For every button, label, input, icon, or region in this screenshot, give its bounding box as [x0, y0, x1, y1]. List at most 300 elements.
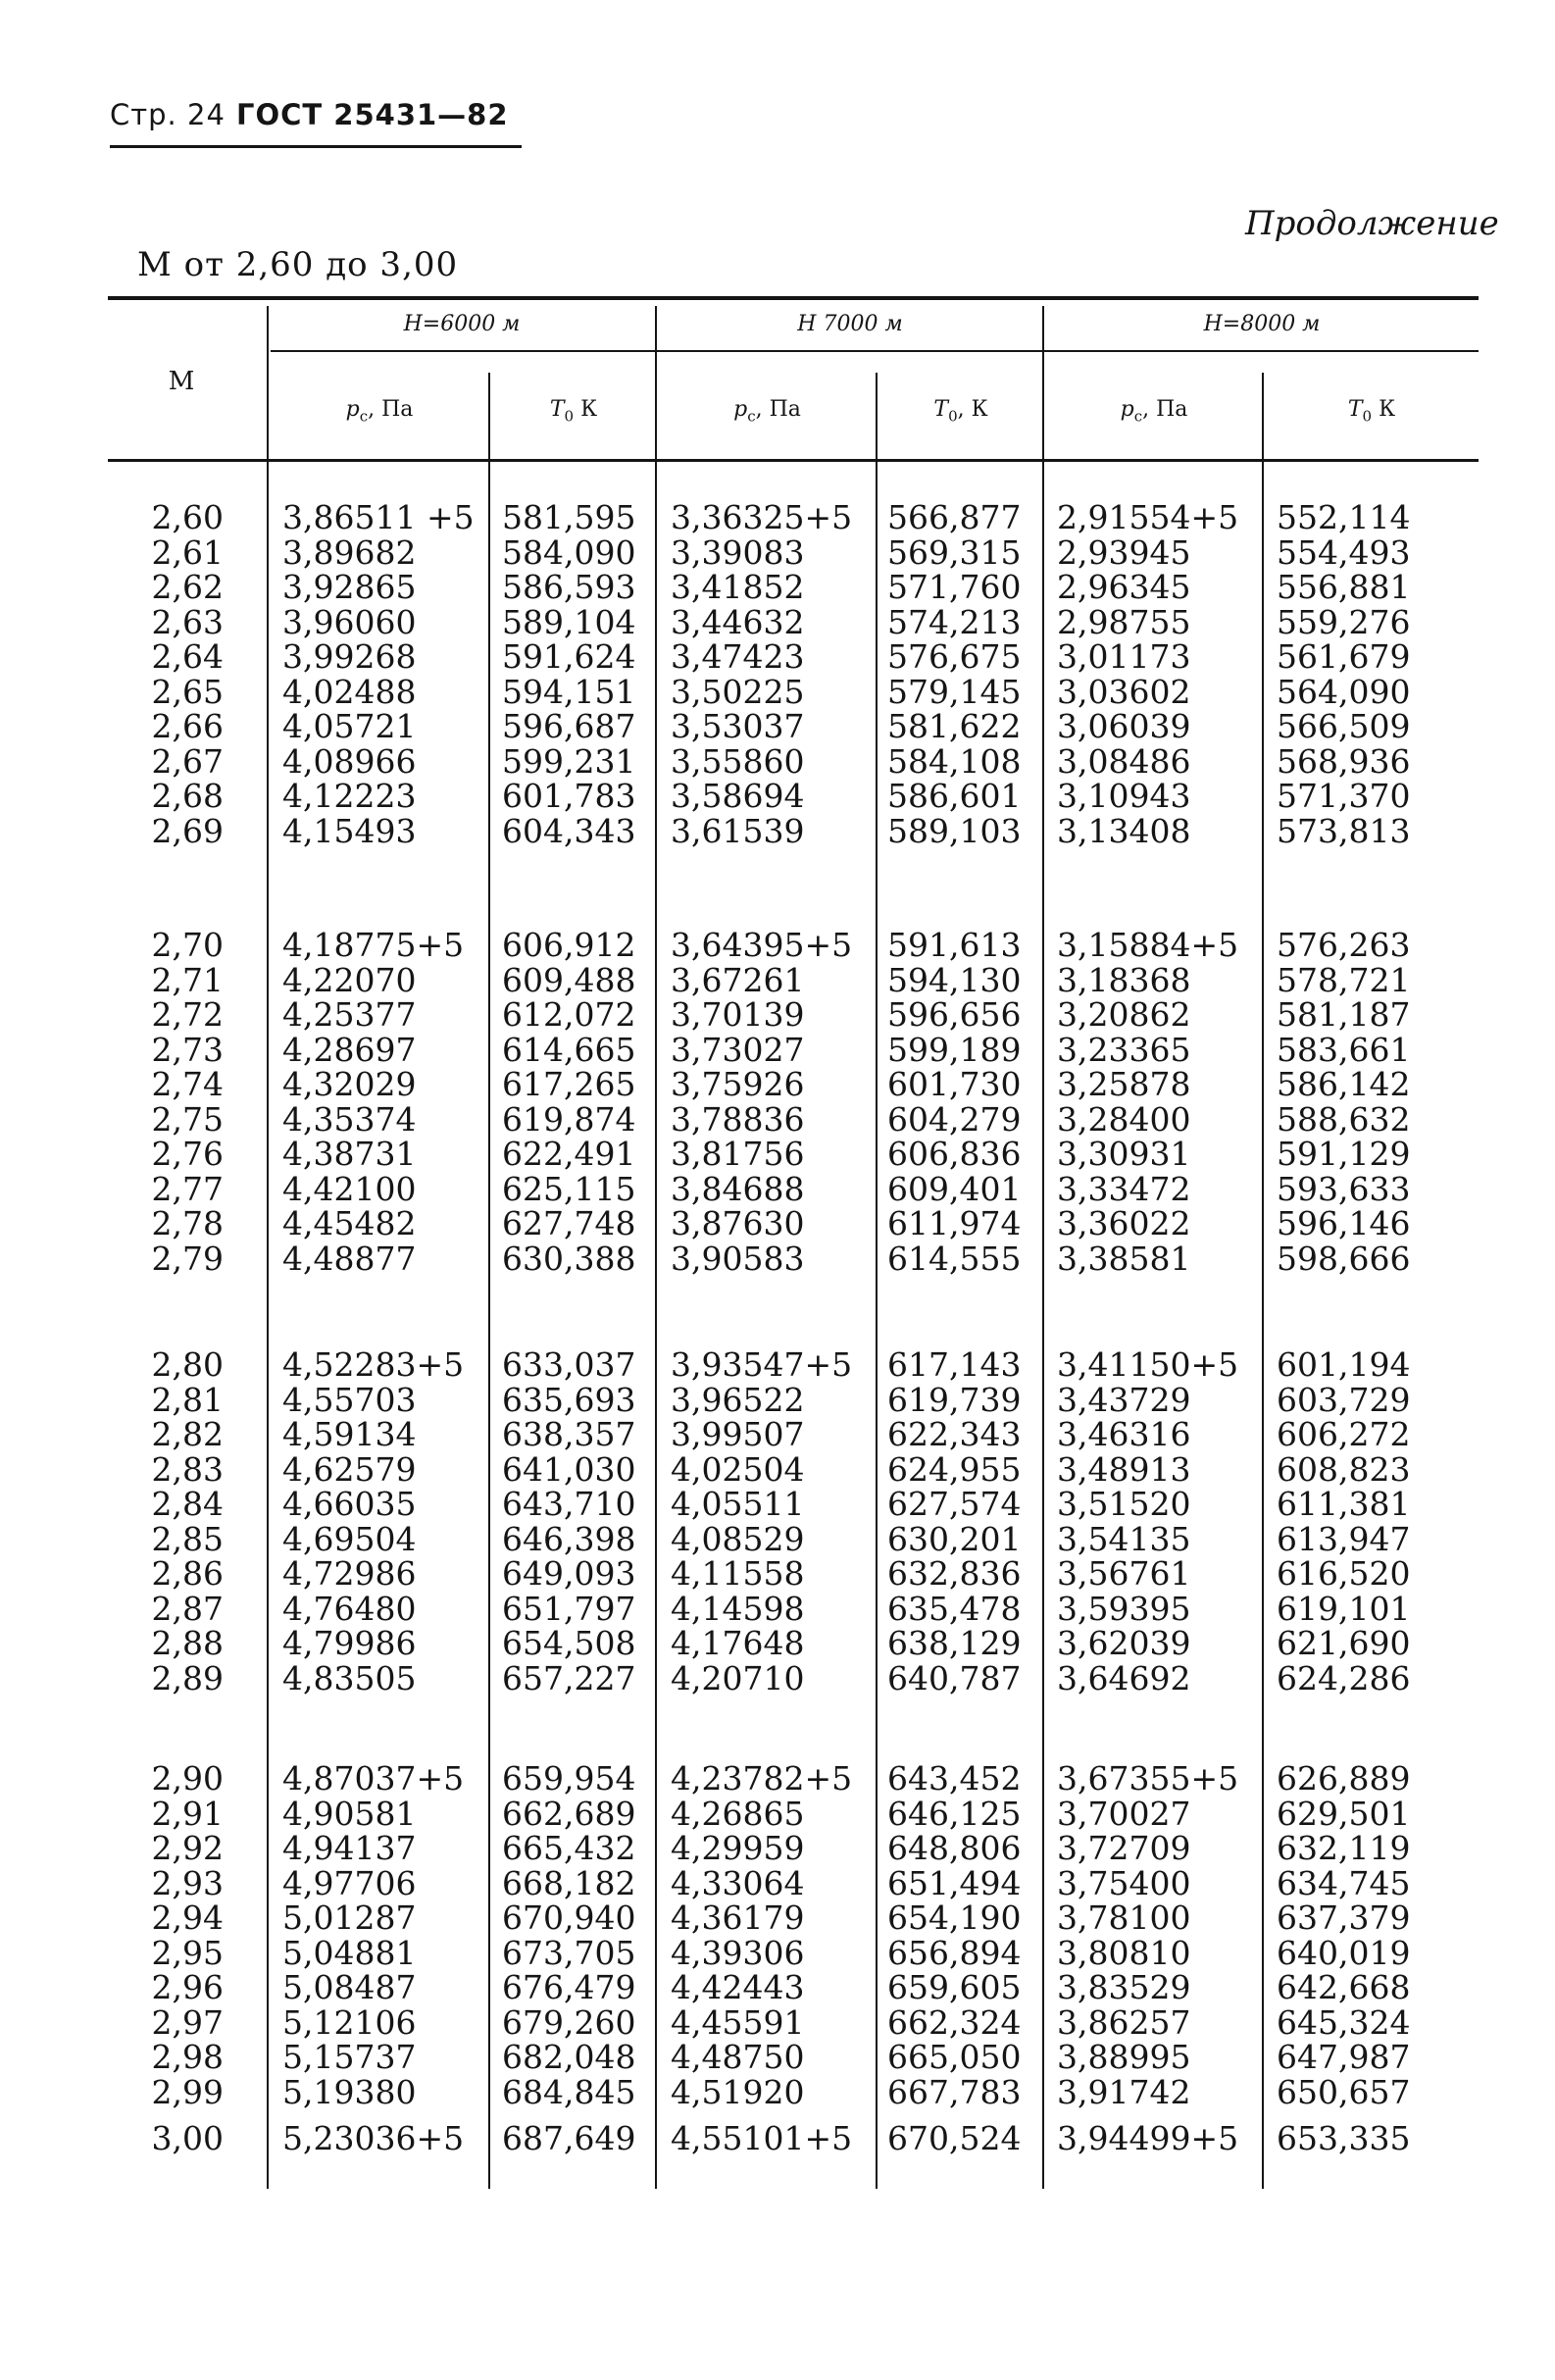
temp-7000-cell: 667,783	[887, 2072, 1022, 2111]
temp-7000-cell: 646,125	[887, 1794, 1022, 1833]
pressure-7000-cell: 3,70139	[671, 995, 805, 1034]
pressure-7000-cell: 4,29959	[671, 1829, 805, 1867]
pressure-6000-cell: 5,08487	[282, 1968, 417, 2006]
temp-8000-cell: 629,501	[1277, 1794, 1411, 1833]
m-value-cell: 2,64	[151, 637, 224, 676]
m-value-cell: 2,75	[151, 1099, 224, 1139]
pressure-6000-cell: 4,35374	[282, 1099, 417, 1139]
pressure-8000-cell: 3,33472	[1057, 1169, 1191, 1208]
pressure-8000-cell: 3,51520	[1057, 1485, 1191, 1523]
pressure-7000-cell: 3,96522	[671, 1380, 805, 1419]
pressure-6000-cell: 4,38731	[282, 1135, 417, 1173]
temp-6000-cell: 679,260	[502, 2002, 636, 2042]
pressure-6000-cell: 4,22070	[282, 960, 417, 999]
temp-8000-cell: 596,146	[1277, 1204, 1411, 1242]
pressure-8000-cell: 3,43729	[1057, 1380, 1191, 1419]
temp-7000-cell: 594,130	[887, 960, 1022, 999]
m-value-cell: 2,90	[151, 1759, 224, 1798]
m-value-cell: 2,98	[151, 2038, 224, 2076]
pressure-7000-cell: 4,05511	[671, 1485, 805, 1523]
pressure-6000-cell: 4,28697	[282, 1030, 417, 1069]
pressure-7000-cell: 4,45591	[671, 2002, 805, 2042]
m-value-cell: 2,63	[151, 602, 224, 641]
temp-8000-cell: 561,679	[1277, 637, 1411, 676]
temp-7000-cell: 619,739	[887, 1380, 1022, 1419]
pressure-7000-cell: 3,44632	[671, 602, 805, 641]
pressure-8000-cell: 3,08486	[1057, 741, 1191, 781]
temp-6000-cell: 591,624	[502, 637, 636, 676]
pressure-6000-cell: 3,86511 +5	[282, 498, 475, 536]
pressure-8000-cell: 2,91554+5	[1057, 498, 1239, 536]
temp-6000-cell: 606,912	[502, 926, 636, 964]
m-value-cell: 2,79	[151, 1239, 224, 1278]
pressure-7000-cell: 3,41852	[671, 568, 805, 606]
pressure-6000-cell: 4,02488	[282, 672, 417, 711]
subheader-rule	[271, 350, 1479, 352]
m-value-cell: 2,93	[151, 1863, 224, 1902]
temp-8000-cell: 611,381	[1277, 1485, 1411, 1523]
pressure-6000-cell: 4,69504	[282, 1519, 417, 1558]
temp-7000-cell: 665,050	[887, 2038, 1022, 2076]
temp-6000-cell: 617,265	[502, 1065, 636, 1103]
temp-6000-cell: 604,343	[502, 811, 636, 850]
pressure-header: $p_c$, Па	[1120, 397, 1188, 426]
temp-6000-cell: 601,783	[502, 777, 636, 815]
pressure-8000-cell: 3,67355+5	[1057, 1759, 1239, 1798]
pressure-8000-cell: 3,03602	[1057, 672, 1191, 711]
m-value-cell: 2,62	[151, 568, 224, 606]
pressure-7000-cell: 4,36179	[671, 1899, 805, 1937]
pressure-6000-cell: 4,25377	[282, 995, 417, 1034]
temp-7000-cell: 614,555	[887, 1239, 1022, 1278]
pressure-7000-cell: 4,20710	[671, 1658, 805, 1697]
pressure-6000-cell: 4,83505	[282, 1658, 417, 1697]
pressure-6000-cell: 4,76480	[282, 1589, 417, 1628]
pressure-7000-cell: 3,61539	[671, 811, 805, 850]
pressure-6000-cell: 4,08966	[282, 741, 417, 781]
temp-8000-cell: 581,187	[1277, 995, 1411, 1034]
temp-8000-cell: 559,276	[1277, 602, 1411, 641]
pressure-header: $p_c$, Па	[733, 397, 801, 426]
altitude-header: H=6000 м	[403, 312, 521, 336]
pressure-8000-cell: 3,72709	[1057, 1829, 1191, 1867]
pressure-6000-cell: 5,15737	[282, 2038, 417, 2076]
m-value-cell: 2,88	[151, 1624, 224, 1662]
m-value-cell: 2,76	[151, 1135, 224, 1173]
pressure-6000-cell: 4,97706	[282, 1863, 417, 1902]
temperature-header: $T_0$ К	[1347, 397, 1396, 426]
m-value-cell: 2,73	[151, 1030, 224, 1069]
temp-8000-cell: 591,129	[1277, 1135, 1411, 1173]
pressure-6000-cell: 5,23036+5	[282, 2119, 465, 2157]
pressure-6000-cell: 4,12223	[282, 777, 417, 815]
m-value-cell: 2,91	[151, 1794, 224, 1833]
altitude-header: H 7000 м	[797, 312, 903, 336]
pressure-7000-cell: 3,75926	[671, 1065, 805, 1103]
pressure-7000-cell: 3,81756	[671, 1135, 805, 1173]
temp-7000-cell: 656,894	[887, 1933, 1022, 1972]
pressure-8000-cell: 3,75400	[1057, 1863, 1191, 1902]
temp-8000-cell: 598,666	[1277, 1239, 1411, 1278]
m-value-cell: 2,94	[151, 1899, 224, 1937]
m-value-cell: 2,61	[151, 532, 224, 572]
pressure-6000-cell: 4,79986	[282, 1624, 417, 1662]
pressure-8000-cell: 3,64692	[1057, 1658, 1191, 1697]
column-divider	[1262, 373, 1264, 2189]
temp-7000-cell: 635,478	[887, 1589, 1022, 1628]
temp-7000-cell: 622,343	[887, 1415, 1022, 1453]
pressure-8000-cell: 3,10943	[1057, 777, 1191, 815]
temp-7000-cell: 589,103	[887, 811, 1022, 850]
temp-6000-cell: 627,748	[502, 1204, 636, 1242]
pressure-8000-cell: 3,38581	[1057, 1239, 1191, 1278]
temp-6000-cell: 668,182	[502, 1863, 636, 1902]
temp-7000-cell: 627,574	[887, 1485, 1022, 1523]
m-value-cell: 2,78	[151, 1204, 224, 1242]
temp-8000-cell: 586,142	[1277, 1065, 1411, 1103]
temp-6000-cell: 676,479	[502, 1968, 636, 2006]
pressure-7000-cell: 3,53037	[671, 707, 805, 745]
page-header	[110, 98, 509, 131]
temp-8000-cell: 571,370	[1277, 777, 1411, 815]
temp-8000-cell: 603,729	[1277, 1380, 1411, 1419]
m-value-cell: 2,89	[151, 1658, 224, 1697]
temp-6000-cell: 682,048	[502, 2038, 636, 2076]
temp-6000-cell: 622,491	[502, 1135, 636, 1173]
m-value-cell: 2,67	[151, 741, 224, 781]
temperature-header: $T_0$, К	[933, 397, 988, 426]
pressure-8000-cell: 3,06039	[1057, 707, 1191, 745]
m-column-header: М	[168, 367, 195, 396]
pressure-6000-cell: 4,32029	[282, 1065, 417, 1103]
pressure-7000-cell: 4,11558	[671, 1554, 805, 1593]
pressure-7000-cell: 4,33064	[671, 1863, 805, 1902]
pressure-6000-cell: 4,62579	[282, 1449, 417, 1489]
pressure-6000-cell: 4,48877	[282, 1239, 417, 1278]
table-top-rule	[108, 296, 1479, 300]
m-value-cell: 2,96	[151, 1968, 224, 2006]
pressure-8000-cell: 3,88995	[1057, 2038, 1191, 2076]
pressure-8000-cell: 3,15884+5	[1057, 926, 1239, 964]
pressure-8000-cell: 3,30931	[1057, 1135, 1191, 1173]
pressure-7000-cell: 3,87630	[671, 1204, 805, 1242]
pressure-6000-cell: 3,99268	[282, 637, 417, 676]
temp-8000-cell: 647,987	[1277, 2038, 1411, 2076]
temp-8000-cell: 634,745	[1277, 1863, 1411, 1902]
temp-6000-cell: 594,151	[502, 672, 636, 711]
temp-6000-cell: 625,115	[502, 1169, 636, 1208]
pressure-7000-cell: 4,23782+5	[671, 1759, 853, 1798]
temp-6000-cell: 670,940	[502, 1899, 636, 1937]
temp-6000-cell: 684,845	[502, 2072, 636, 2111]
temp-6000-cell: 596,687	[502, 707, 636, 745]
pressure-8000-cell: 3,70027	[1057, 1794, 1191, 1833]
temp-8000-cell: 624,286	[1277, 1658, 1411, 1697]
pressure-7000-cell: 3,93547+5	[671, 1345, 853, 1384]
m-value-cell: 2,77	[151, 1169, 224, 1208]
pressure-8000-cell: 3,80810	[1057, 1933, 1191, 1972]
temp-6000-cell: 643,710	[502, 1485, 636, 1523]
pressure-8000-cell: 2,98755	[1057, 602, 1191, 641]
pressure-8000-cell: 3,23365	[1057, 1030, 1191, 1069]
pressure-8000-cell: 3,56761	[1057, 1554, 1191, 1593]
pressure-6000-cell: 5,12106	[282, 2002, 417, 2042]
pressure-7000-cell: 3,99507	[671, 1415, 805, 1453]
temp-8000-cell: 583,661	[1277, 1030, 1411, 1069]
temp-8000-cell: 619,101	[1277, 1589, 1411, 1628]
temp-7000-cell: 579,145	[887, 672, 1022, 711]
header-bottom-rule	[108, 459, 1479, 462]
temp-8000-cell: 601,194	[1277, 1345, 1411, 1384]
temp-7000-cell: 632,836	[887, 1554, 1022, 1593]
pressure-7000-cell: 3,50225	[671, 672, 805, 711]
temp-6000-cell: 612,072	[502, 995, 636, 1034]
pressure-8000-cell: 3,62039	[1057, 1624, 1191, 1662]
m-value-cell: 2,70	[151, 926, 224, 964]
pressure-6000-cell: 3,92865	[282, 568, 417, 606]
temp-7000-cell: 604,279	[887, 1099, 1022, 1139]
pressure-8000-cell: 3,59395	[1057, 1589, 1191, 1628]
temp-6000-cell: 659,954	[502, 1759, 636, 1798]
temp-6000-cell: 654,508	[502, 1624, 636, 1662]
temp-6000-cell: 619,874	[502, 1099, 636, 1139]
pressure-6000-cell: 3,89682	[282, 532, 417, 572]
continuation-label: Продолжение	[1245, 204, 1499, 243]
pressure-7000-cell: 3,84688	[671, 1169, 805, 1208]
temp-6000-cell: 646,398	[502, 1519, 636, 1558]
header-rule	[110, 145, 522, 148]
pressure-8000-cell: 3,01173	[1057, 637, 1191, 676]
temp-7000-cell: 611,974	[887, 1204, 1022, 1242]
pressure-6000-cell: 4,05721	[282, 707, 417, 745]
temp-8000-cell: 578,721	[1277, 960, 1411, 999]
pressure-7000-cell: 3,58694	[671, 777, 805, 815]
page-number: Стр. 24	[110, 98, 226, 131]
temp-7000-cell: 569,315	[887, 532, 1022, 572]
m-value-cell: 2,74	[151, 1065, 224, 1103]
temp-6000-cell: 638,357	[502, 1415, 636, 1453]
temp-7000-cell: 596,656	[887, 995, 1022, 1034]
pressure-6000-cell: 5,01287	[282, 1899, 417, 1937]
pressure-8000-cell: 3,91742	[1057, 2072, 1191, 2111]
temp-6000-cell: 633,037	[502, 1345, 636, 1384]
temp-6000-cell: 609,488	[502, 960, 636, 999]
m-value-cell: 2,85	[151, 1519, 224, 1558]
temp-6000-cell: 586,593	[502, 568, 636, 606]
temp-8000-cell: 564,090	[1277, 672, 1411, 711]
pressure-8000-cell: 3,83529	[1057, 1968, 1191, 2006]
temperature-header: $T_0$ К	[549, 397, 598, 426]
pressure-8000-cell: 3,46316	[1057, 1415, 1191, 1453]
temp-7000-cell: 606,836	[887, 1135, 1022, 1173]
temp-6000-cell: 649,093	[502, 1554, 636, 1593]
pressure-7000-cell: 4,55101+5	[671, 2119, 853, 2157]
temp-8000-cell: 606,272	[1277, 1415, 1411, 1453]
pressure-8000-cell: 3,94499+5	[1057, 2119, 1239, 2157]
temp-7000-cell: 670,524	[887, 2119, 1022, 2157]
temp-8000-cell: 650,657	[1277, 2072, 1411, 2111]
temp-6000-cell: 662,689	[502, 1794, 636, 1833]
pressure-6000-cell: 4,90581	[282, 1794, 417, 1833]
altitude-header: H=8000 м	[1203, 312, 1321, 336]
temp-8000-cell: 556,881	[1277, 568, 1411, 606]
pressure-7000-cell: 3,55860	[671, 741, 805, 781]
pressure-8000-cell: 3,18368	[1057, 960, 1191, 999]
pressure-6000-cell: 4,94137	[282, 1829, 417, 1867]
m-value-cell: 3,00	[151, 2119, 224, 2157]
standard-number: ГОСТ 25431—82	[236, 98, 509, 131]
temp-7000-cell: 571,760	[887, 568, 1022, 606]
temp-7000-cell: 638,129	[887, 1624, 1022, 1662]
temp-6000-cell: 581,595	[502, 498, 636, 536]
temp-8000-cell: 621,690	[1277, 1624, 1411, 1662]
temp-7000-cell: 654,190	[887, 1899, 1022, 1937]
pressure-7000-cell: 3,39083	[671, 532, 805, 572]
pressure-7000-cell: 4,42443	[671, 1968, 805, 2006]
pressure-6000-cell: 4,66035	[282, 1485, 417, 1523]
temp-7000-cell: 662,324	[887, 2002, 1022, 2042]
m-value-cell: 2,97	[151, 2002, 224, 2042]
range-caption: М от 2,60 до 3,00	[137, 245, 459, 284]
m-value-cell: 2,92	[151, 1829, 224, 1867]
pressure-8000-cell: 2,93945	[1057, 532, 1191, 572]
m-value-cell: 2,72	[151, 995, 224, 1034]
temp-8000-cell: 566,509	[1277, 707, 1411, 745]
m-value-cell: 2,95	[151, 1933, 224, 1972]
m-value-cell: 2,80	[151, 1345, 224, 1384]
m-value-cell: 2,86	[151, 1554, 224, 1593]
temp-8000-cell: 632,119	[1277, 1829, 1411, 1867]
m-value-cell: 2,84	[151, 1485, 224, 1523]
m-value-cell: 2,71	[151, 960, 224, 999]
m-value-cell: 2,83	[151, 1449, 224, 1489]
m-value-cell: 2,69	[151, 811, 224, 850]
column-divider	[655, 306, 657, 2189]
m-value-cell: 2,66	[151, 707, 224, 745]
column-divider	[267, 306, 269, 2189]
pressure-6000-cell: 4,42100	[282, 1169, 417, 1208]
temp-6000-cell: 630,388	[502, 1239, 636, 1278]
pressure-8000-cell: 3,13408	[1057, 811, 1191, 850]
pressure-6000-cell: 4,15493	[282, 811, 417, 850]
pressure-8000-cell: 3,20862	[1057, 995, 1191, 1034]
pressure-7000-cell: 4,51920	[671, 2072, 805, 2111]
pressure-6000-cell: 5,19380	[282, 2072, 417, 2111]
m-value-cell: 2,65	[151, 672, 224, 711]
temp-7000-cell: 576,675	[887, 637, 1022, 676]
pressure-7000-cell: 4,08529	[671, 1519, 805, 1558]
pressure-8000-cell: 3,54135	[1057, 1519, 1191, 1558]
temp-6000-cell: 665,432	[502, 1829, 636, 1867]
m-value-cell: 2,99	[151, 2072, 224, 2111]
pressure-6000-cell: 5,04881	[282, 1933, 417, 1972]
temp-7000-cell: 659,605	[887, 1968, 1022, 2006]
temp-8000-cell: 642,668	[1277, 1968, 1411, 2006]
pressure-6000-cell: 4,55703	[282, 1380, 417, 1419]
temp-8000-cell: 593,633	[1277, 1169, 1411, 1208]
temp-8000-cell: 573,813	[1277, 811, 1411, 850]
pressure-8000-cell: 3,86257	[1057, 2002, 1191, 2042]
temp-7000-cell: 651,494	[887, 1863, 1022, 1902]
pressure-6000-cell: 4,59134	[282, 1415, 417, 1453]
temp-7000-cell: 591,613	[887, 926, 1022, 964]
temp-7000-cell: 624,955	[887, 1449, 1022, 1489]
m-value-cell: 2,82	[151, 1415, 224, 1453]
pressure-6000-cell: 4,45482	[282, 1204, 417, 1242]
pressure-7000-cell: 3,64395+5	[671, 926, 853, 964]
pressure-7000-cell: 3,47423	[671, 637, 805, 676]
temp-6000-cell: 614,665	[502, 1030, 636, 1069]
temp-7000-cell: 574,213	[887, 602, 1022, 641]
temp-7000-cell: 584,108	[887, 741, 1022, 781]
temp-8000-cell: 645,324	[1277, 2002, 1411, 2042]
pressure-8000-cell: 3,25878	[1057, 1065, 1191, 1103]
temp-6000-cell: 651,797	[502, 1589, 636, 1628]
m-value-cell: 2,87	[151, 1589, 224, 1628]
pressure-6000-cell: 4,72986	[282, 1554, 417, 1593]
pressure-header: $p_c$, Па	[345, 397, 414, 426]
pressure-7000-cell: 3,90583	[671, 1239, 805, 1278]
pressure-7000-cell: 4,02504	[671, 1449, 805, 1489]
temp-7000-cell: 586,601	[887, 777, 1022, 815]
pressure-8000-cell: 3,48913	[1057, 1449, 1191, 1489]
m-value-cell: 2,60	[151, 498, 224, 536]
temp-7000-cell: 617,143	[887, 1345, 1022, 1384]
temp-6000-cell: 641,030	[502, 1449, 636, 1489]
temp-8000-cell: 637,379	[1277, 1899, 1411, 1937]
pressure-8000-cell: 3,41150+5	[1057, 1345, 1239, 1384]
temp-6000-cell: 673,705	[502, 1933, 636, 1972]
temp-8000-cell: 626,889	[1277, 1759, 1411, 1798]
pressure-7000-cell: 4,39306	[671, 1933, 805, 1972]
temp-8000-cell: 640,019	[1277, 1933, 1411, 1972]
pressure-7000-cell: 3,78836	[671, 1099, 805, 1139]
temp-7000-cell: 599,189	[887, 1030, 1022, 1069]
pressure-6000-cell: 4,87037+5	[282, 1759, 465, 1798]
temp-8000-cell: 552,114	[1277, 498, 1411, 536]
pressure-7000-cell: 3,36325+5	[671, 498, 853, 536]
pressure-8000-cell: 2,96345	[1057, 568, 1191, 606]
pressure-6000-cell: 4,52283+5	[282, 1345, 465, 1384]
pressure-8000-cell: 3,36022	[1057, 1204, 1191, 1242]
temp-7000-cell: 630,201	[887, 1519, 1022, 1558]
temp-7000-cell: 648,806	[887, 1829, 1022, 1867]
column-divider	[1042, 306, 1044, 2189]
pressure-8000-cell: 3,78100	[1057, 1899, 1191, 1937]
temp-6000-cell: 657,227	[502, 1658, 636, 1697]
temp-8000-cell: 568,936	[1277, 741, 1411, 781]
temp-7000-cell: 643,452	[887, 1759, 1022, 1798]
temp-8000-cell: 653,335	[1277, 2119, 1411, 2157]
m-value-cell: 2,81	[151, 1380, 224, 1419]
temp-6000-cell: 589,104	[502, 602, 636, 641]
pressure-7000-cell: 4,14598	[671, 1589, 805, 1628]
pressure-6000-cell: 4,18775+5	[282, 926, 465, 964]
temp-8000-cell: 588,632	[1277, 1099, 1411, 1139]
pressure-7000-cell: 3,73027	[671, 1030, 805, 1069]
temp-6000-cell: 635,693	[502, 1380, 636, 1419]
pressure-7000-cell: 4,48750	[671, 2038, 805, 2076]
temp-8000-cell: 616,520	[1277, 1554, 1411, 1593]
temp-7000-cell: 609,401	[887, 1169, 1022, 1208]
m-value-cell: 2,68	[151, 777, 224, 815]
pressure-7000-cell: 4,26865	[671, 1794, 805, 1833]
pressure-8000-cell: 3,28400	[1057, 1099, 1191, 1139]
temp-7000-cell: 566,877	[887, 498, 1022, 536]
temp-7000-cell: 640,787	[887, 1658, 1022, 1697]
temp-7000-cell: 601,730	[887, 1065, 1022, 1103]
temp-7000-cell: 581,622	[887, 707, 1022, 745]
